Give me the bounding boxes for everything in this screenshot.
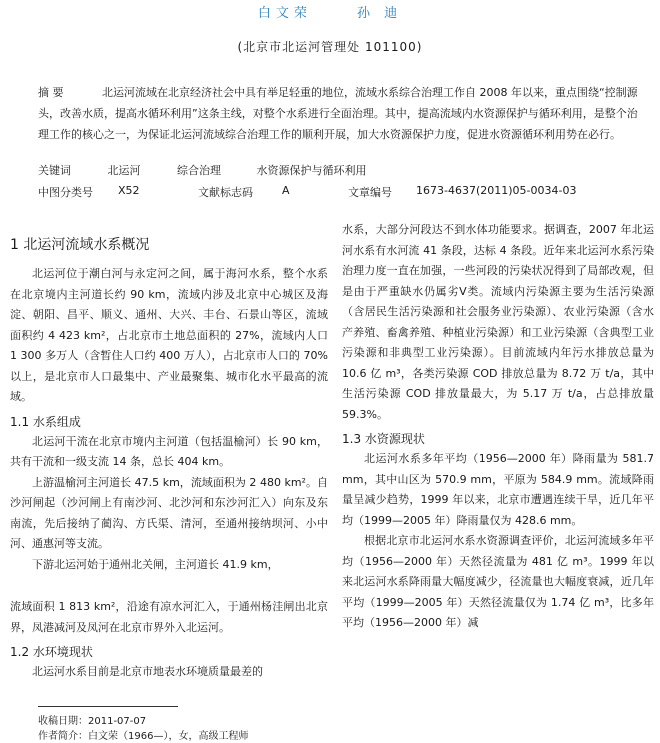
left-column [10,226,328,683]
subsection-heading: 1.2 水环境现状 [10,645,93,659]
keywords-label: 关键词 [38,164,71,177]
keyword: 综合治理 [177,164,221,177]
paragraph: 水系，大部分河段达不到水体功能要求。据调查，2007 年北运河水系有水河流 41 条段，达标 4 条段。近年来北运河水系污染治理力度一直在加强，一些河段的污染状况得到了局部改观，但是由于严重缺水仍属劣Ⅴ类。流域内污染源主要为生活污染源（含居民生活污染源和社会服务业污染源）、农业污染源（含水产养殖、畜禽养殖、种植业污染源）和工业污染源（含典型工业污染源和非典型工业污染源）。目前流域内年污水排放总量为 10.6 亿 m³，各类污染源 COD 排放总量为 8.72 万 t/a，其中生活污染源 COD 排放量最大，为 5.17 万 t/a，占总排放量 59.3%。 [342,223,654,421]
article-no-label: 文章编号 [348,186,392,199]
paragraph: 根据北京市北运河水系水资源调查评价，北运河流域多年平均（1956—2000 年）天然径流量为 481 亿 m³。1999 年以来北运河水系降雨量大幅度减少，径流量也大幅度衰减，近几年平均（1999—2005 年）天然径流量仅为 1.74 亿 m³，比多年平均（1956—2000 年）减 [342,534,654,629]
affiliation: (北京市北运河管理处 101100) [237,40,423,54]
keyword: 北运河 [107,164,141,177]
author-intro: 作者简介：白文荣（1966—），女，高级工程师 [38,731,249,742]
paragraph: 北运河水系多年平均（1956—2000 年）降雨量为 581.7 mm，其中山区为 570.9 mm，平原为 584.9 mm。流域降雨量呈减少趋势，1999 年以来，北京市遭遇连续干旱，近几年平均（1999—2005 年）降雨量仅为 428.6 mm。 [342,452,654,527]
spacer [10,575,328,597]
paragraph: 流域面积 1 813 km²，沿途有凉水河汇入，于通州杨洼闸出北京界，凤港减河及凤河在北京市界外入北运河。 [10,600,328,634]
paragraph: 北运河水系目前是北京市地表水环境质量最差的 [32,665,263,678]
paragraph: 北运河干流在北京市境内主河道（包括温榆河）长 90 km，共有干流和一级支流 14 条，总长 404 km。 [10,434,328,468]
paragraph: 下游北运河始于通州北关闸，主河道长 41.9 km， [32,557,279,571]
clc-value: X52 [118,184,140,197]
keywords [38,162,367,178]
doc-code-value: A [282,184,290,197]
author-name: 白文荣 [257,6,312,21]
paragraph: 上游温榆河主河道长 47.5 km，流域面积为 2 480 km²。自沙河闸起（沙河闸上有南沙河、北沙河和东沙河汇入）向东及东南流，先后接纳了蔺沟、方氏渠、清河，至通州接纳坝河、小中河、通惠河等支流。 [10,475,328,550]
authors [0,2,660,21]
subsection-heading: 1.1 水系组成 [10,414,81,429]
section-heading: 1 北运河流域水系概况 [10,237,150,253]
clc-label: 中图分类号 [38,186,93,199]
paragraph: 北运河位于潮白河与永定河之间，属于海河水系，整个水系在北京境内主河道长约 90 km，流域内涉及北京中心城区及海淀、朝阳、昌平、顺义、通州、大兴、丰台、石景山等区，流域面积约 4 423 km²，占北京市土地总面积的 27%，流域内人口 1 300 多万人（含暂住人口约 400 万人），占北京市人口的 70%以上，是北京市人口最集中、产业最聚集、城市化水平最高的流域。 [10,267,328,403]
doc-code-label: 文献标志码 [198,186,253,199]
abstract [38,82,638,145]
author-name: 孙 迪 [357,6,403,21]
abstract-text: 北运河流域在北京经济社会中具有举足轻重的地位，流域水系综合治理工作自 2008 年以来，重点围绕“控制源头，改善水质，提高水循环利用”这条主线，对整个水系进行全面治理。其中，提高流域内水资源保护与循环利用，是整个治理工作的核心之一，为保证北运河流域综合治理工作的顺利开展，加大水资源保护力度，促进水资源循环利用势在必行。 [38,86,638,141]
subsection-heading: 1.3 水资源现状 [342,432,425,446]
right-column [342,220,654,634]
received-date: 收稿日期：2011-07-07 [38,716,147,727]
abstract-label: 摘 要 [38,86,64,99]
article-no-value: 1673-4637(2011)05-0034-03 [416,184,577,197]
keyword: 水资源保护与循环利用 [256,164,367,177]
footnote-divider [38,706,178,707]
